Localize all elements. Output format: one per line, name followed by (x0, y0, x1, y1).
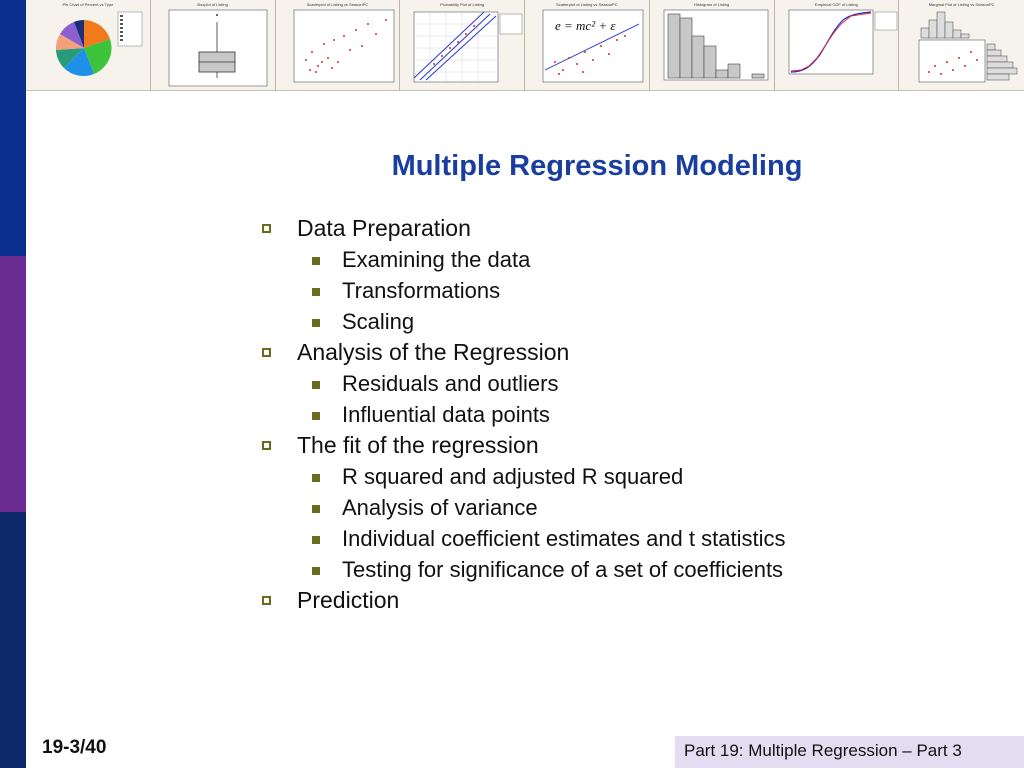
filled-square-bullet-icon (312, 505, 320, 513)
thumb-title: Scatterplot of Listing vs SeasonPC (556, 2, 618, 7)
outline-subitem-label: Analysis of variance (342, 495, 538, 520)
accent-segment-bottom (0, 512, 26, 768)
hollow-square-bullet-icon (262, 224, 271, 233)
regression-icon (525, 0, 649, 90)
hollow-square-bullet-icon (262, 596, 271, 605)
thumb-boxplot (151, 0, 276, 90)
outline-item (258, 430, 958, 461)
pie-icon (26, 0, 150, 90)
chart-thumbnail-strip (26, 0, 1024, 91)
outline-subitem (258, 461, 958, 492)
scatter-icon (276, 0, 400, 90)
footer-caption: Part 19: Multiple Regression – Part 3 (675, 736, 1024, 768)
slide-title: Multiple Regression Modeling (391, 150, 803, 182)
thumb-title: Histogram of Listing (693, 2, 730, 7)
outline-item (258, 337, 958, 368)
outline-subitem-label: Influential data points (342, 402, 550, 427)
outline-subitem (258, 492, 958, 523)
accent-segment-middle (0, 256, 26, 512)
boxplot-icon (151, 0, 275, 90)
filled-square-bullet-icon (312, 257, 320, 265)
thumb-probability-plot (400, 0, 525, 90)
filled-square-bullet-icon (312, 288, 320, 296)
outline-subitem-label: Scaling (342, 309, 415, 334)
outline-subitem (258, 244, 958, 275)
outline-subitem-label: Examining the data (342, 247, 531, 272)
outline-item (258, 585, 958, 616)
outline-subitem (258, 306, 958, 337)
thumb-title: Pie Chart of Percent vs Type (62, 2, 114, 7)
slide-outline (258, 213, 958, 616)
outline-subitem-label: Residuals and outliers (342, 371, 559, 396)
thumb-title: Marginal Plot of Listing vs SeasonPC (928, 2, 995, 7)
marginal-plot-icon (899, 0, 1023, 90)
outline-item-label: The fit of the regression (297, 432, 539, 458)
outline-subitem (258, 275, 958, 306)
formula-text: e = mc² + ε (555, 18, 616, 33)
thumb-marginal-plot (899, 0, 1024, 90)
outline-subitem (258, 523, 958, 554)
slide-number: 19-3/40 (42, 737, 107, 758)
outline-item-label: Data Preparation (297, 215, 471, 241)
left-accent-bar (0, 0, 26, 768)
thumb-title: Probability Plot of Listing (440, 2, 485, 7)
thumb-title: Scatterplot of Listing vs SeasonPC (306, 2, 369, 7)
hollow-square-bullet-icon (262, 348, 271, 357)
thumb-scatterplot (276, 0, 401, 90)
outline-subitem (258, 554, 958, 585)
outline-subitem (258, 368, 958, 399)
filled-square-bullet-icon (312, 536, 320, 544)
outline-item (258, 213, 958, 244)
accent-segment-top (0, 0, 26, 256)
outline-subitem-label: Individual coefficient estimates and t statistics (342, 526, 786, 551)
histogram-icon (650, 0, 774, 90)
hollow-square-bullet-icon (262, 441, 271, 450)
filled-square-bullet-icon (312, 381, 320, 389)
filled-square-bullet-icon (312, 474, 320, 482)
thumb-title: Empirical CDF of Listing (814, 2, 858, 7)
thumb-histogram (650, 0, 775, 90)
filled-square-bullet-icon (312, 319, 320, 327)
outline-subitem-label: Testing for significance of a set of coefficients (342, 557, 784, 582)
thumb-title: Boxplot of Listing (197, 2, 228, 7)
outline-item-label: Analysis of the Regression (297, 339, 570, 365)
outline-subitem (258, 399, 958, 430)
thumb-empirical-cdf (775, 0, 900, 90)
cdf-icon (775, 0, 899, 90)
filled-square-bullet-icon (312, 412, 320, 420)
outline-subitem-label: Transformations (342, 278, 501, 303)
outline-subitem-label: R squared and adjusted R squared (342, 464, 684, 489)
probability-plot-icon (400, 0, 524, 90)
thumb-regression-plot (525, 0, 650, 90)
outline-item-label: Prediction (297, 587, 400, 613)
filled-square-bullet-icon (312, 567, 320, 575)
thumb-pie-chart (26, 0, 151, 90)
